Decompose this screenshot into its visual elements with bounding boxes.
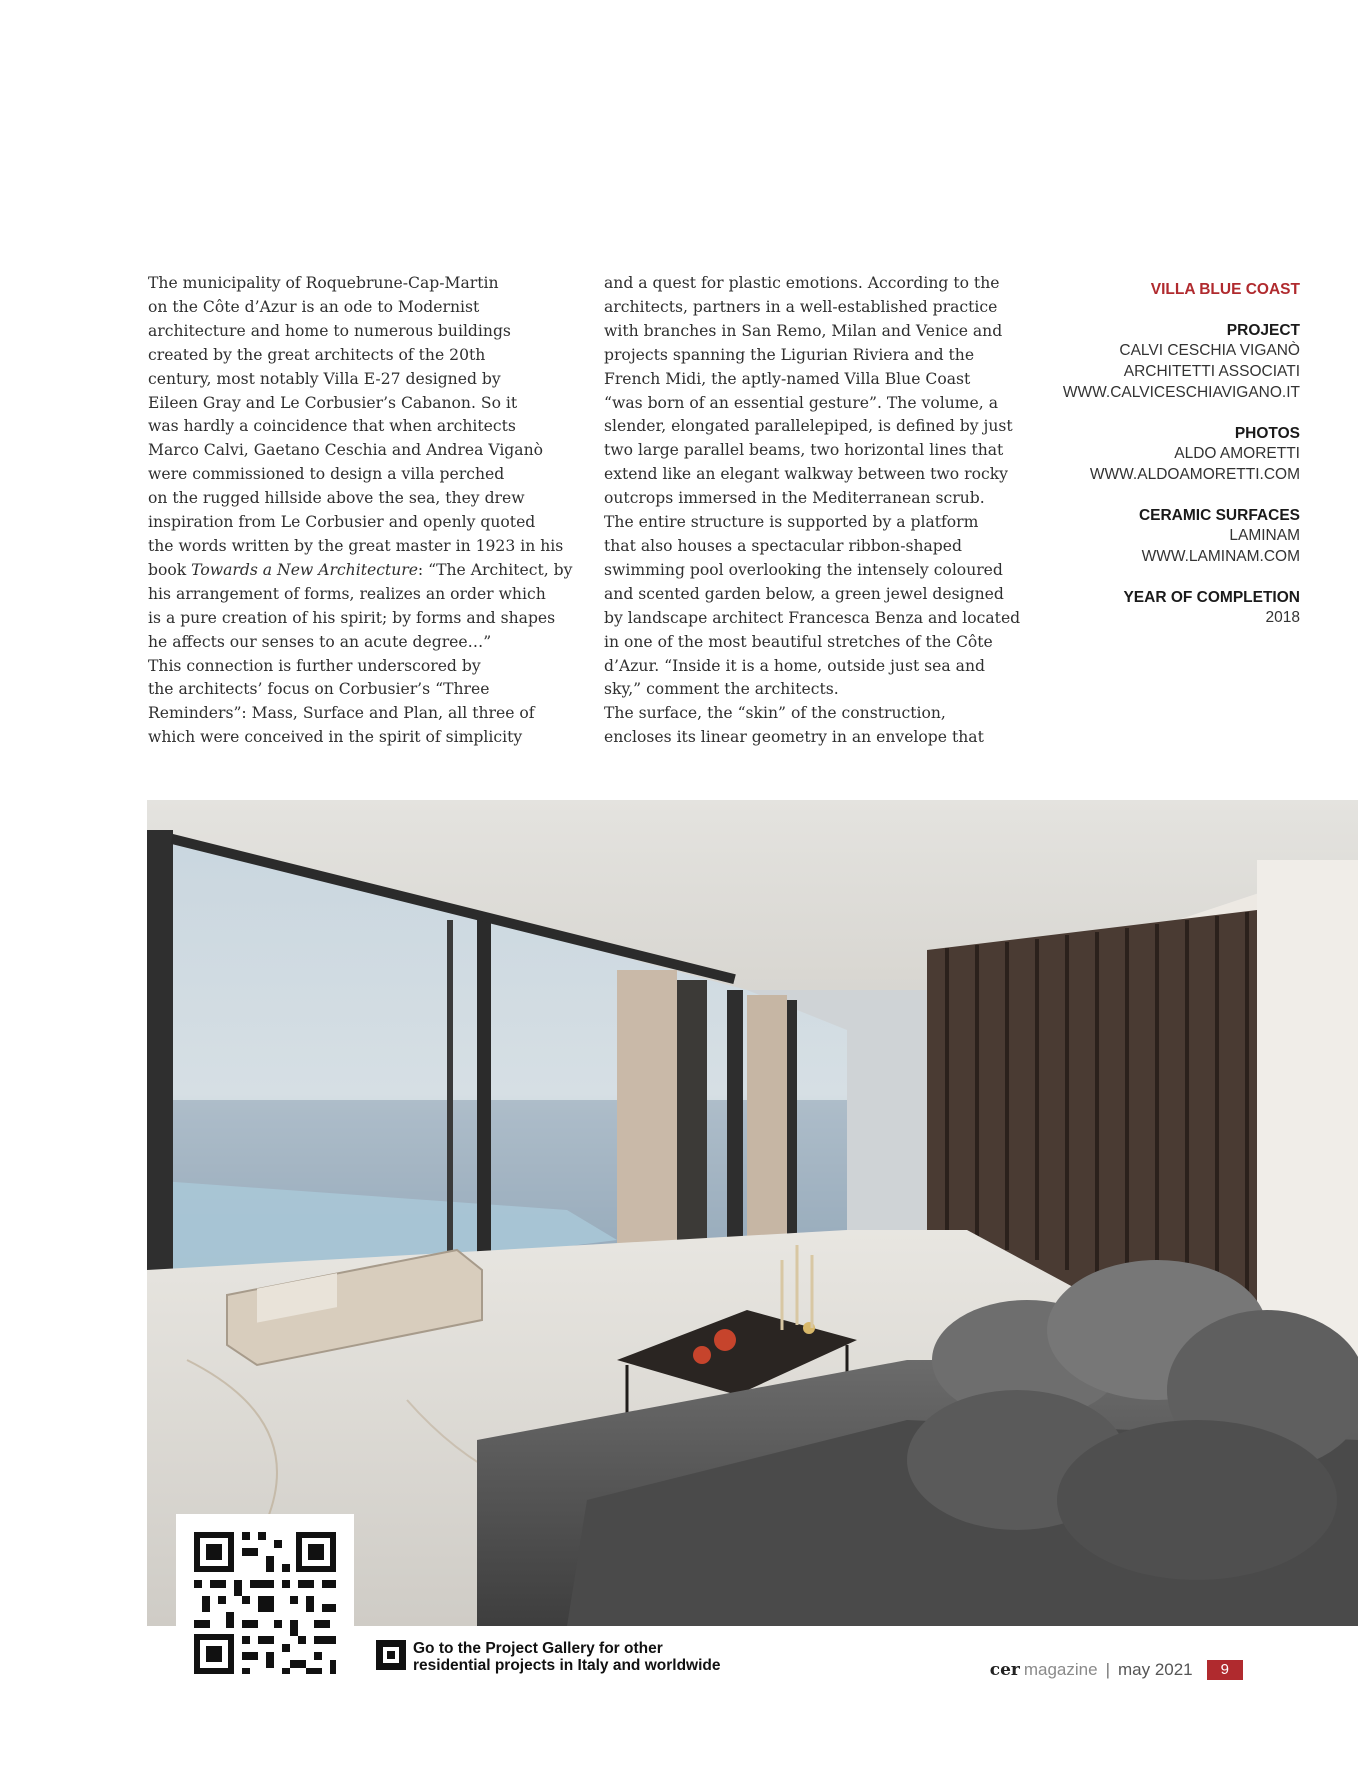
text-line: This connection is further underscored by — [148, 656, 481, 675]
project-title: VILLA BLUE COAST — [1150, 281, 1300, 298]
text-line: created by the great architects of the 20th — [148, 345, 486, 364]
text-line: Marco Calvi, Gaetano Ceschia and Andrea Viganò — [148, 441, 544, 460]
text-line: The surface, the “skin” of the construction, — [604, 704, 946, 723]
text-line: that also houses a spectacular ribbon-shaped — [604, 536, 963, 555]
credit-value: CALVI CESCHIA VIGANÒ — [1119, 342, 1300, 360]
text-line: projects spanning the Ligurian Riviera and the — [604, 345, 975, 364]
text-line: with branches in San Remo, Milan and Venice and — [604, 321, 1003, 340]
article-column-1 — [148, 272, 596, 750]
magazine-brand: cer — [989, 1660, 1020, 1680]
text-line: Reminders”: Mass, Surface and Plan, all three of — [148, 704, 535, 723]
credit-project — [1000, 321, 1300, 404]
text-line: on the rugged hillside above the sea, they drew — [148, 489, 525, 508]
text-line: in one of the most beautiful stretches of the Côte — [604, 632, 993, 651]
credit-value: ARCHITETTI ASSOCIATI — [1123, 363, 1300, 381]
text-line: French Midi, the aptly-named Villa Blue Coast — [604, 369, 971, 388]
interior-photo — [147, 800, 1358, 1626]
text-line: was hardly a coincidence that when architects — [148, 417, 516, 436]
text-line: and scented garden below, a green jewel designed — [604, 584, 1004, 603]
text-line: outcrops immersed in the Mediterranean scrub. — [604, 489, 985, 508]
credit-value: ALDO AMORETTI — [1174, 445, 1300, 463]
living-room-illustration — [147, 800, 1358, 1626]
credit-heading: YEAR OF COMPLETION — [1123, 588, 1300, 606]
text-line: he affects our senses to an acute degree…” — [148, 632, 492, 651]
text-line: is a pure creation of his spirit; by forms and shapes — [148, 608, 556, 627]
qr-code-icon — [176, 1514, 354, 1692]
text-line: inspiration from Le Corbusier and openly quoted — [148, 513, 536, 532]
text-line: his arrangement of forms, realizes an order which — [148, 584, 546, 603]
page-number: 9 — [1207, 1660, 1243, 1680]
text-line — [148, 559, 596, 583]
credit-value: LAMINAM — [1229, 527, 1300, 545]
credit-heading: PHOTOS — [1234, 424, 1300, 442]
text-line: The municipality of Roquebrune-Cap-Martin — [148, 274, 499, 292]
text-line: encloses its linear geometry in an envelope that — [604, 728, 984, 747]
gallery-link[interactable] — [413, 1640, 833, 1674]
text-line: Eileen Gray and Le Corbusier’s Cabanon. So it — [148, 393, 518, 412]
text-line: architecture and home to numerous buildings — [148, 321, 511, 340]
text-line: which were conceived in the spirit of simplicity — [148, 728, 523, 747]
credit-year — [1000, 588, 1300, 629]
gallery-line: residential projects in Italy and worldwide — [413, 1657, 721, 1674]
footer-separator: | — [1105, 1660, 1110, 1679]
gallery-line: Go to the Project Gallery for other — [413, 1640, 663, 1657]
text-segment: book — [148, 560, 192, 579]
text-line: “was born of an essential gesture”. The volume, a — [604, 393, 998, 412]
text-line: architects, partners in a well-established practice — [604, 297, 998, 316]
text-line: d’Azur. “Inside it is a home, outside just sea and — [604, 656, 985, 675]
credit-heading: PROJECT — [1226, 321, 1300, 339]
book-title: Towards a New Architecture — [191, 560, 418, 579]
article-column-2 — [604, 272, 1038, 750]
credit-link[interactable]: WWW.LAMINAM.COM — [1141, 548, 1300, 566]
page-footer — [990, 1658, 1243, 1682]
credit-link[interactable]: WWW.ALDOAMORETTI.COM — [1089, 465, 1300, 483]
text-line: on the Côte d’Azur is an ode to Modernist — [148, 297, 480, 316]
text-segment: : “The Architect, by — [417, 560, 573, 579]
text-line: were commissioned to design a villa perched — [148, 465, 505, 484]
credit-link[interactable]: WWW.CALVICESCHIAVIGANO.IT — [1062, 383, 1300, 401]
magazine-word: magazine — [1023, 1660, 1098, 1679]
project-credits — [1000, 280, 1300, 649]
credit-value: 2018 — [1265, 609, 1300, 627]
text-line: slender, elongated parallelepiped, is defined by just — [604, 417, 1013, 436]
text-line: sky,” comment the architects. — [604, 680, 839, 699]
text-line: century, most notably Villa E-27 designed by — [148, 369, 501, 388]
text-line: swimming pool overlooking the intensely coloured — [604, 560, 1003, 579]
text-line: two large parallel beams, two horizontal lines that — [604, 441, 1004, 460]
text-line: the architects’ focus on Corbusier’s “Three — [148, 680, 490, 699]
text-line: by landscape architect Francesca Benza and located — [604, 608, 1021, 627]
text-line: the words written by the great master in 1923 in his — [148, 536, 564, 555]
issue-date: may 2021 — [1117, 1660, 1193, 1679]
credit-heading: CERAMIC SURFACES — [1138, 506, 1300, 524]
credit-photos — [1000, 424, 1300, 486]
text-line: The entire structure is supported by a platform — [604, 513, 979, 532]
text-line: extend like an elegant walkway between two rocky — [604, 465, 1008, 484]
credit-ceramic — [1000, 506, 1300, 568]
text-line: and a quest for plastic emotions. According to the — [604, 274, 1000, 292]
qr-code[interactable] — [176, 1514, 354, 1692]
gallery-icon — [376, 1640, 406, 1670]
